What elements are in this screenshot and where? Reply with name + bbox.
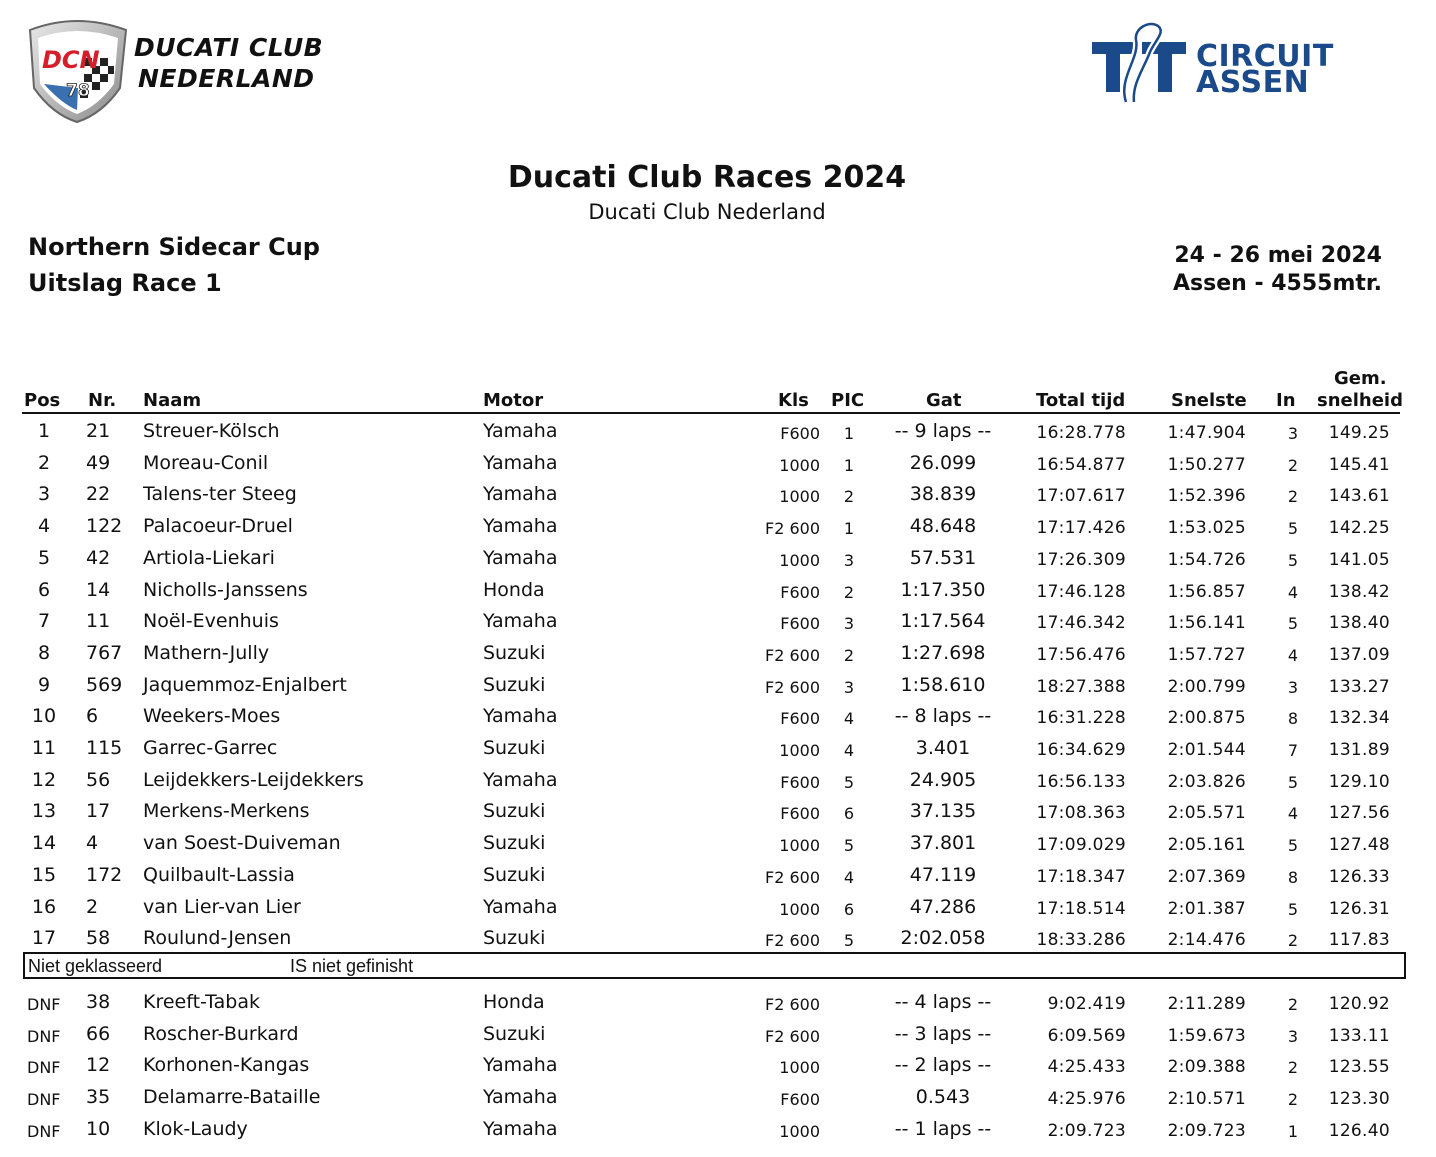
cell-naam: Roulund-Jensen: [143, 927, 292, 950]
cell-gat: 47.286: [909, 895, 977, 918]
cell-gem: 126.40: [1328, 1120, 1390, 1141]
dcn-shield-icon: [22, 18, 132, 124]
col-gem-line1: Gem.: [1334, 368, 1387, 389]
cell-kls: F2 600: [764, 931, 820, 951]
cell-nr: 14: [86, 578, 111, 601]
cell-motor: Honda: [483, 991, 545, 1013]
event-name: Northern Sidecar Cup: [28, 233, 320, 261]
cell-total: 17:26.309: [1036, 549, 1126, 570]
cell-snelste: 1:57.727: [1167, 644, 1246, 665]
cell-total: 16:28.778: [1036, 423, 1126, 443]
cell-motor: Suzuki: [483, 737, 546, 759]
cell-gat: 48.648: [909, 515, 977, 538]
cell-plc: 5: [843, 836, 855, 856]
cell-gem: 142.25: [1328, 518, 1390, 539]
cell-plc: 5: [843, 772, 855, 792]
event-dates: 24 - 26 mei 2024: [1174, 243, 1382, 268]
cell-pos: 17: [31, 927, 57, 950]
not-classified-label: Niet geklasseerd: [28, 956, 163, 976]
cell-naam: Mathern-Jully: [143, 641, 270, 664]
col-total: Total tijd: [1036, 390, 1126, 411]
cell-naam: Kreeft-Tabak: [143, 991, 260, 1013]
cell-gat: -- 9 laps --: [894, 420, 992, 442]
table-row: [0, 799, 1436, 830]
cell-gem: 138.42: [1328, 581, 1390, 602]
cell-nr: 17: [86, 800, 111, 823]
table-row: [0, 1022, 1436, 1053]
cell-gem: 143.61: [1328, 486, 1390, 507]
cell-snelste: 2:10.571: [1167, 1089, 1246, 1110]
cell-gat: 37.801: [909, 832, 977, 855]
cell-nr: 58: [86, 927, 111, 950]
cell-plc: 1: [843, 424, 855, 443]
cell-total: 17:56.476: [1036, 644, 1126, 665]
cell-nr: 6: [86, 705, 99, 728]
cell-motor: Yamaha: [483, 515, 558, 538]
tt-logo-icon: [1088, 18, 1192, 110]
document-title: Ducati Club Races 2024: [507, 160, 907, 195]
cell-plc: 5: [843, 931, 855, 951]
cell-nr: 172: [86, 863, 123, 886]
cell-motor: Suzuki: [483, 641, 546, 664]
cell-kls: F2 600: [764, 645, 820, 665]
table-row: [0, 451, 1436, 482]
cell-in: 5: [1287, 772, 1299, 792]
cell-in: 8: [1287, 709, 1299, 729]
cell-naam: Palacoeur-Druel: [143, 515, 293, 538]
cell-pos: 14: [31, 832, 57, 855]
cell-snelste: 2:07.369: [1167, 866, 1246, 887]
cell-snelste: 2:01.387: [1167, 898, 1246, 919]
cell-total: 16:54.877: [1036, 454, 1126, 475]
cell-nr: 4: [86, 832, 99, 855]
cell-pos: 1: [37, 420, 51, 442]
cell-nr: 2: [86, 895, 99, 918]
cell-naam: Delamarre-Bataille: [143, 1086, 321, 1109]
cell-motor: Yamaha: [483, 768, 558, 791]
cell-kls: F600: [780, 424, 820, 443]
col-motor: Motor: [483, 390, 544, 411]
cell-nr: 66: [86, 1022, 111, 1045]
cell-in: 3: [1287, 1026, 1299, 1046]
assen-text: ASSEN: [1196, 65, 1310, 100]
table-row: [0, 990, 1436, 1021]
cell-gem: 138.40: [1328, 613, 1390, 634]
cell-kls: 1000: [779, 741, 820, 760]
cell-total: 17:08.363: [1036, 803, 1126, 824]
cell-pos: 13: [31, 800, 57, 823]
cell-kls: F600: [780, 1090, 820, 1110]
cell-pos: DNF: [27, 1090, 61, 1110]
cell-kls: 1000: [779, 455, 820, 475]
cell-snelste: 1:56.857: [1167, 581, 1246, 602]
cell-gat: 1:17.564: [900, 610, 986, 633]
cell-gat: 47.119: [909, 863, 977, 886]
cell-gem: 126.31: [1328, 898, 1390, 919]
cell-pos: DNF: [27, 1121, 61, 1141]
cell-kls: 1000: [779, 836, 820, 856]
cell-gem: 120.92: [1328, 994, 1390, 1014]
cell-pos: 7: [37, 610, 51, 633]
cell-pos: 3: [37, 483, 51, 506]
cell-motor: Suzuki: [483, 673, 546, 696]
cell-nr: 35: [86, 1086, 111, 1109]
cell-plc: 4: [843, 709, 855, 729]
cell-kls: F600: [780, 614, 820, 634]
cell-in: 2: [1287, 455, 1299, 475]
cell-gem: 137.09: [1328, 644, 1390, 665]
cell-snelste: 1:50.277: [1167, 454, 1246, 475]
table-row: [0, 482, 1436, 513]
cell-pos: 5: [37, 546, 51, 569]
cell-plc: 3: [843, 550, 855, 570]
table-row: [0, 704, 1436, 735]
cell-snelste: 2:14.476: [1167, 930, 1246, 951]
cell-total: 17:46.342: [1036, 613, 1126, 634]
cell-total: 18:27.388: [1036, 676, 1126, 697]
cell-plc: 6: [843, 899, 855, 919]
cell-gem: 141.05: [1328, 549, 1390, 570]
cell-kls: 1000: [779, 487, 820, 507]
cell-gem: 129.10: [1328, 771, 1390, 792]
cell-nr: 10: [86, 1117, 111, 1140]
cell-in: 1: [1287, 1121, 1299, 1141]
cell-total: 18:33.286: [1036, 930, 1126, 951]
cell-total: 17:17.426: [1036, 518, 1126, 539]
cell-pos: 15: [31, 863, 57, 886]
col-kls: Kls: [778, 390, 809, 411]
cell-nr: 38: [86, 991, 111, 1013]
cell-in: 2: [1287, 487, 1299, 507]
cell-gat: 24.905: [909, 768, 977, 791]
cell-pos: DNF: [27, 1058, 61, 1078]
cell-gat: 1:17.350: [900, 578, 986, 601]
ducati-club-logo: [22, 18, 352, 124]
cell-motor: Suzuki: [483, 927, 546, 950]
cell-plc: 2: [843, 645, 855, 665]
cell-nr: 42: [86, 546, 111, 569]
cell-kls: F2 600: [764, 995, 820, 1014]
cell-in: 5: [1287, 899, 1299, 919]
cell-gat: 26.099: [909, 451, 977, 474]
table-row: [0, 609, 1436, 640]
cell-gat: -- 2 laps --: [894, 1054, 992, 1077]
cell-plc: 4: [843, 867, 855, 887]
col-pos: Pos: [24, 390, 61, 411]
cell-in: 5: [1287, 614, 1299, 634]
cell-motor: Honda: [483, 578, 545, 601]
cell-naam: Artiola-Liekari: [143, 546, 275, 569]
cell-gem: 117.83: [1328, 930, 1390, 951]
table-row: [0, 641, 1436, 672]
event-venue: Assen - 4555mtr.: [1173, 271, 1382, 296]
cell-snelste: 2:00.799: [1167, 676, 1246, 697]
cell-kls: F600: [780, 709, 820, 729]
cell-total: 16:34.629: [1036, 740, 1126, 760]
table-row: [0, 578, 1436, 609]
cell-snelste: 1:56.141: [1167, 613, 1246, 634]
cell-snelste: 2:03.826: [1167, 771, 1246, 792]
cell-snelste: 2:01.544: [1167, 740, 1246, 760]
cell-pos: 8: [37, 641, 51, 664]
cell-total: 4:25.433: [1047, 1057, 1126, 1078]
cell-pos: 10: [31, 705, 57, 728]
cell-naam: van Soest-Duiveman: [143, 832, 341, 855]
cell-in: 2: [1287, 931, 1299, 951]
cell-plc: 2: [843, 582, 855, 602]
not-classified-box: [23, 952, 1406, 979]
cell-in: 8: [1287, 867, 1299, 887]
col-plc: PIC: [831, 390, 865, 411]
dcn-line2: NEDERLAND: [138, 64, 315, 93]
cell-pos: 4: [37, 515, 51, 538]
table-row: [0, 546, 1436, 577]
col-nr: Nr.: [88, 390, 117, 411]
cell-naam: Talens-ter Steeg: [143, 483, 297, 506]
cell-motor: Yamaha: [483, 1117, 558, 1140]
cell-plc: 2: [843, 487, 855, 507]
cell-nr: 12: [86, 1054, 111, 1077]
cell-in: 2: [1287, 1058, 1299, 1078]
cell-nr: 569: [86, 673, 123, 696]
cell-total: 17:09.029: [1036, 835, 1126, 856]
cell-motor: Yamaha: [483, 546, 558, 569]
dcn-mark-sub: 78: [66, 81, 90, 101]
cell-nr: 11: [86, 610, 111, 633]
cell-snelste: 2:00.875: [1167, 708, 1246, 729]
cell-gat: -- 4 laps --: [894, 991, 992, 1013]
cell-naam: Nicholls-Janssens: [143, 578, 308, 601]
cell-plc: 3: [843, 677, 855, 697]
cell-gat: 0.543: [915, 1086, 971, 1109]
cell-in: 2: [1287, 1090, 1299, 1110]
cell-in: 4: [1287, 582, 1299, 602]
cell-kls: F600: [780, 582, 820, 602]
cell-in: 5: [1287, 519, 1299, 539]
col-in: In: [1276, 390, 1296, 411]
cell-motor: Suzuki: [483, 1022, 546, 1045]
cell-kls: F2 600: [764, 867, 820, 887]
cell-gem: 131.89: [1328, 740, 1390, 760]
table-row: [0, 419, 1436, 450]
not-classified-note: IS niet gefinisht: [290, 956, 414, 976]
cell-snelste: 2:05.161: [1167, 835, 1246, 856]
cell-motor: Yamaha: [483, 483, 558, 506]
table-row: [0, 768, 1436, 799]
cell-pos: 11: [31, 737, 57, 759]
cell-naam: Korhonen-Kangas: [143, 1054, 310, 1077]
cell-snelste: 2:09.388: [1167, 1057, 1246, 1078]
cell-snelste: 2:05.571: [1167, 803, 1246, 824]
col-gem-line2: snelheid: [1317, 390, 1403, 411]
cell-plc: 1: [843, 519, 855, 539]
cell-total: 17:18.514: [1036, 898, 1126, 919]
cell-gat: -- 1 laps --: [894, 1117, 992, 1140]
cell-kls: F2 600: [764, 519, 820, 539]
cell-motor: Yamaha: [483, 1086, 558, 1109]
cell-motor: Suzuki: [483, 800, 546, 823]
cell-plc: 6: [843, 804, 855, 824]
cell-kls: F600: [780, 772, 820, 792]
cell-gem: 127.48: [1328, 835, 1390, 856]
cell-gat: 57.531: [909, 546, 977, 569]
cell-naam: van Lier-van Lier: [143, 895, 301, 918]
cell-plc: 1: [843, 455, 855, 475]
cell-gat: -- 3 laps --: [894, 1022, 992, 1045]
cell-in: 2: [1287, 995, 1299, 1014]
cell-pos: 16: [31, 895, 57, 918]
col-snelste: Snelste: [1171, 390, 1247, 411]
cell-nr: 767: [86, 641, 123, 664]
cell-kls: 1000: [779, 1121, 820, 1141]
cell-total: 16:31.228: [1036, 708, 1126, 729]
cell-total: 6:09.569: [1047, 1025, 1126, 1046]
cell-snelste: 1:53.025: [1167, 518, 1246, 539]
cell-in: 3: [1287, 424, 1299, 443]
cell-naam: Streuer-Kölsch: [143, 420, 280, 442]
cell-in: 3: [1287, 677, 1299, 697]
cell-in: 7: [1287, 741, 1299, 760]
cell-gat: 2:02.058: [900, 927, 986, 950]
cell-naam: Klok-Laudy: [143, 1117, 248, 1140]
document-subtitle: Ducati Club Nederland: [588, 200, 826, 224]
col-gat: Gat: [926, 390, 962, 411]
cell-snelste: 1:59.673: [1167, 1025, 1246, 1046]
cell-naam: Jaquemmoz-Enjalbert: [143, 673, 347, 696]
cell-gem: 127.56: [1328, 803, 1390, 824]
table-row: [0, 863, 1436, 894]
cell-in: 5: [1287, 550, 1299, 570]
cell-snelste: 2:09.723: [1167, 1120, 1246, 1141]
table-row: [0, 514, 1436, 545]
cell-total: 9:02.419: [1047, 994, 1126, 1014]
cell-snelste: 2:11.289: [1167, 994, 1246, 1014]
cell-kls: F600: [780, 804, 820, 824]
cell-total: 2:09.723: [1047, 1120, 1126, 1141]
cell-motor: Yamaha: [483, 420, 558, 442]
cell-snelste: 1:52.396: [1167, 486, 1246, 507]
cell-naam: Quilbault-Lassia: [143, 863, 295, 886]
table-row: [0, 673, 1436, 704]
cell-gat: 38.839: [909, 483, 977, 506]
dcn-line1: DUCATI CLUB: [134, 33, 324, 62]
table-row: [0, 1117, 1436, 1148]
cell-gat: 1:27.698: [900, 641, 986, 664]
cell-gem: 126.33: [1328, 866, 1390, 887]
cell-nr: 56: [86, 768, 111, 791]
cell-in: 4: [1287, 645, 1299, 665]
cell-gem: 133.11: [1328, 1025, 1390, 1046]
cell-gem: 132.34: [1328, 708, 1390, 729]
table-row: [0, 831, 1436, 862]
cell-gem: 145.41: [1328, 454, 1390, 475]
cell-naam: Noël-Evenhuis: [143, 610, 279, 633]
cell-kls: 1000: [779, 1058, 820, 1078]
cell-pos: 9: [37, 673, 51, 696]
cell-naam: Moreau-Conil: [143, 451, 269, 474]
cell-pos: 12: [31, 768, 57, 791]
col-naam: Naam: [143, 390, 202, 411]
cell-naam: Merkens-Merkens: [143, 800, 310, 823]
cell-naam: Roscher-Burkard: [143, 1022, 299, 1045]
cell-kls: 1000: [779, 550, 820, 570]
table-row: [0, 1053, 1436, 1084]
cell-motor: Yamaha: [483, 895, 558, 918]
table-row: [0, 1085, 1436, 1116]
cell-in: 4: [1287, 804, 1299, 824]
cell-nr: 122: [86, 515, 123, 538]
cell-motor: Yamaha: [483, 1054, 558, 1077]
cell-gem: 133.27: [1328, 676, 1390, 697]
race-name: Uitslag Race 1: [28, 269, 222, 297]
cell-snelste: 1:54.726: [1167, 549, 1246, 570]
cell-motor: Suzuki: [483, 863, 546, 886]
cell-nr: 21: [86, 420, 111, 442]
cell-nr: 22: [86, 483, 111, 506]
cell-gat: 3.401: [915, 737, 971, 759]
cell-motor: Yamaha: [483, 705, 558, 728]
cell-naam: Garrec-Garrec: [143, 737, 278, 759]
cell-total: 17:46.128: [1036, 581, 1126, 602]
cell-total: 17:07.617: [1036, 486, 1126, 507]
cell-gem: 123.55: [1328, 1057, 1390, 1078]
cell-plc: 4: [843, 741, 855, 760]
table-row: [0, 736, 1436, 767]
cell-total: 17:18.347: [1036, 866, 1126, 887]
cell-pos: DNF: [27, 1026, 61, 1046]
cell-motor: Suzuki: [483, 832, 546, 855]
cell-pos: DNF: [27, 995, 61, 1014]
cell-gat: -- 8 laps --: [894, 705, 992, 728]
cell-gat: 37.135: [909, 800, 977, 823]
cell-gem: 149.25: [1328, 423, 1390, 443]
cell-plc: 3: [843, 614, 855, 634]
cell-in: 5: [1287, 836, 1299, 856]
dcn-mark-text: DCN: [42, 46, 100, 74]
cell-gem: 123.30: [1328, 1089, 1390, 1110]
cell-total: 16:56.133: [1036, 771, 1126, 792]
cell-kls: F2 600: [764, 677, 820, 697]
cell-nr: 49: [86, 451, 111, 474]
cell-total: 4:25.976: [1047, 1089, 1126, 1110]
cell-motor: Yamaha: [483, 451, 558, 474]
tt-circuit-assen-logo: [1088, 18, 1358, 110]
cell-kls: F2 600: [764, 1026, 820, 1046]
table-row: [0, 895, 1436, 926]
cell-pos: 2: [37, 451, 51, 474]
cell-pos: 6: [37, 578, 51, 601]
circuit-text: CIRCUIT: [1196, 39, 1334, 74]
cell-naam: Weekers-Moes: [143, 705, 281, 728]
cell-gat: 1:58.610: [900, 673, 986, 696]
cell-kls: 1000: [779, 899, 820, 919]
cell-snelste: 1:47.904: [1167, 423, 1246, 443]
cell-nr: 115: [86, 737, 123, 759]
header-rule: [22, 412, 1400, 414]
cell-motor: Yamaha: [483, 610, 558, 633]
cell-naam: Leijdekkers-Leijdekkers: [143, 768, 364, 791]
